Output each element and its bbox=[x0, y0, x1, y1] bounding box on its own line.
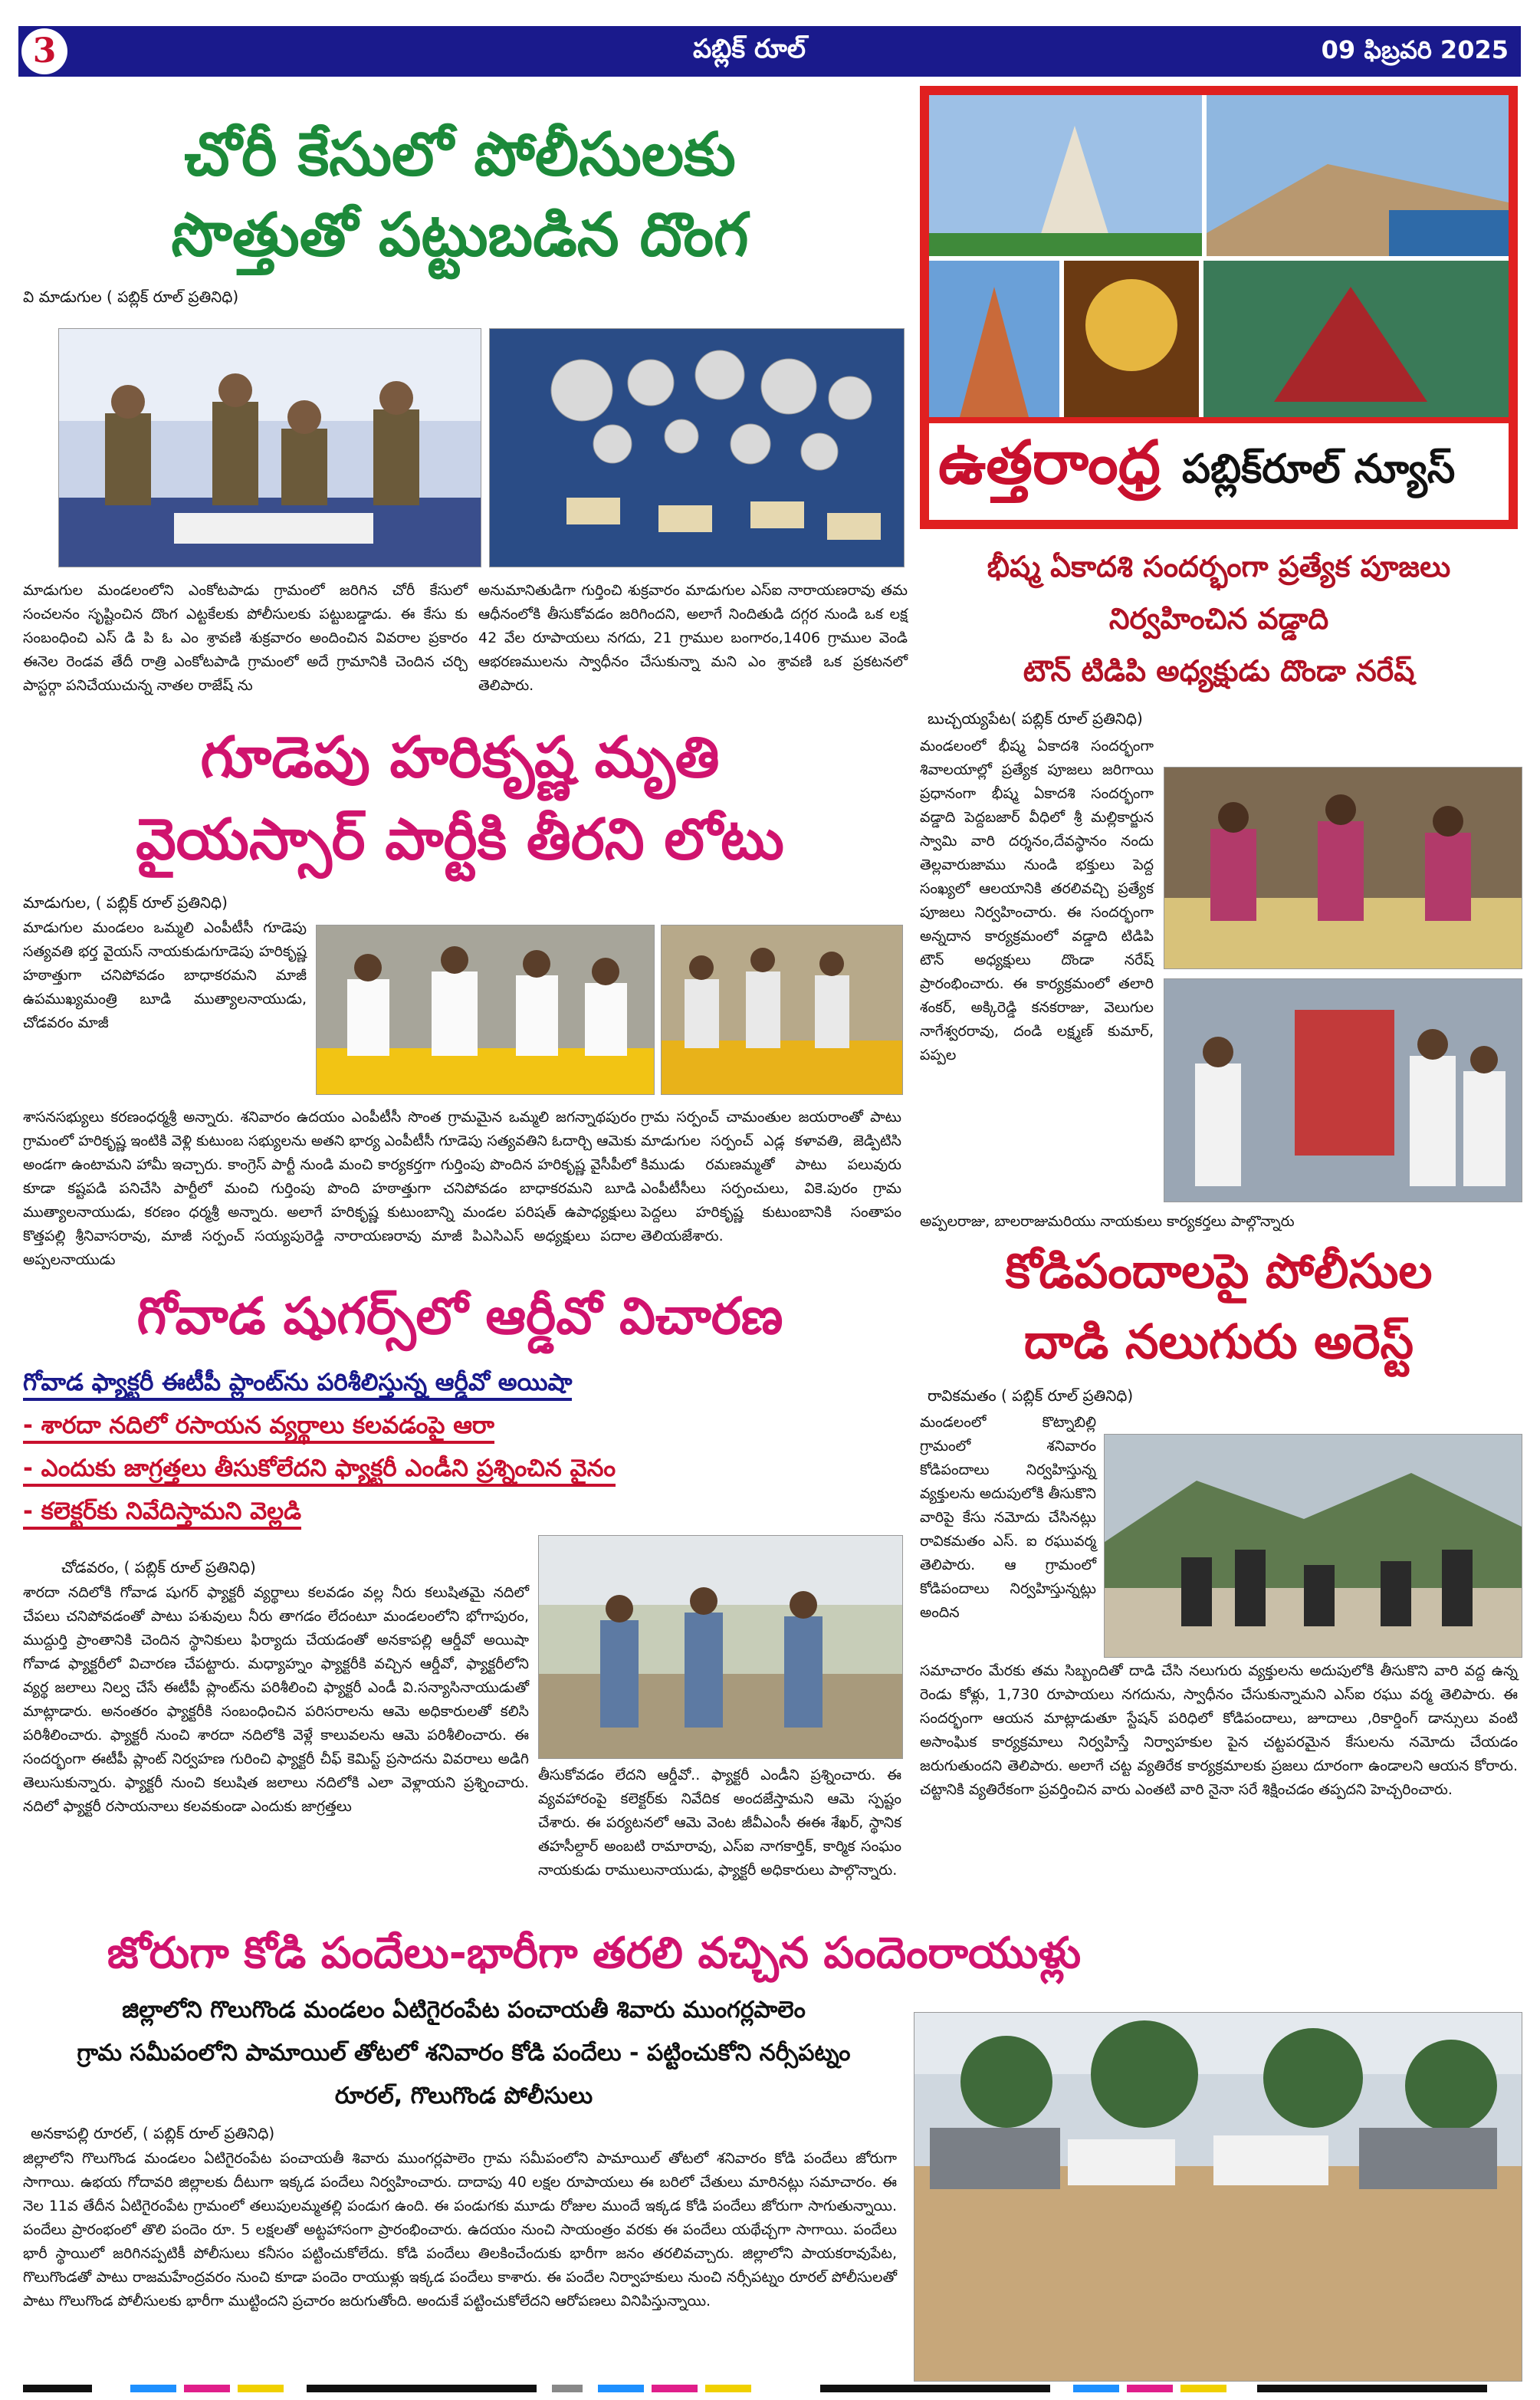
story1-col1: మాడుగుల మండలంలోని ఎంకోటపాడు గ్రామంలో జరిగిన చోరీ కేసులో సంచలనం సృష్టించిన దొంగ ఎట్టకేలకు పోలీసులకు పట్టుబడ్డాడు. ఈ కేసు కు సంబంధించి ఎస్ డి పి ఓ ఎం శ్రావణి శుక్రవారం అందించిన వివరాల ప్రకారం ఈనెల రెండవ తేదీ రాత్రి ఎంకోటపాడి గ్రామంలో అదే గ్రామానికి చెందిన చర్చి పాస్టర్గా పనిచేయుచున్న నాతల రాజేష్ ను bbox=[23, 582, 468, 694]
story3-subhead2-text: - శారదా నదిలో రసాయన వ్యర్థాలు కలవడంపై ఆరా bbox=[23, 1412, 494, 1444]
story5-headline-line1: భీష్మ ఏకాదశి సందర్భంగా ప్రత్యేక పూజలు bbox=[987, 550, 1451, 584]
colour-bar-black-3 bbox=[820, 2385, 1050, 2392]
story4-photo-cockfight-venue bbox=[914, 2012, 1522, 2382]
story4-deck-line1: జిల్లాలోని గొలుగొండ మండలం ఏటిగైరంపేట పంచాయతీ శివారు ముంగర్లపాలెం bbox=[122, 1997, 806, 2024]
story5-headline-line2: నిర్వహించిన వడ్డాది bbox=[1108, 602, 1329, 636]
story1-photo-police bbox=[58, 328, 481, 567]
colour-bar-black-1 bbox=[23, 2385, 92, 2392]
story4-byline: అనకాపల్లి రూరల్, ( పబ్లిక్ రూల్ ప్రతినిధి) bbox=[31, 2124, 275, 2142]
story2-headline bbox=[23, 717, 897, 882]
story2-headline-line2: వైయస్సార్ పార్టీకి తీరని లోటు bbox=[136, 807, 784, 873]
colour-bar-cyan-3 bbox=[1073, 2385, 1119, 2392]
story5-photo-puja bbox=[1164, 767, 1522, 969]
story2-side: గ్రామ సర్పంచ్ చామంతుల జయరాంతో పాటు మాడుగుల సర్పంచ్ ఎడ్ల కళావతి, జెడ్పిటిసి కిముడు రమణమ్మతో పాటు పలువురు ఎంపీటీసీలు సర్పంచులు, వికె.పురం గ్రామ పెద్దలు హరికృష్ణ కుటుంబానికి సంతాపం తెలియజేశారు. bbox=[641, 1109, 901, 1244]
colour-bar-magenta-3 bbox=[1127, 2385, 1173, 2392]
colour-bar-cyan-2 bbox=[598, 2385, 644, 2392]
issue-date: 09 ఫిబ్రవరి 2025 bbox=[1321, 35, 1509, 64]
story4-deck bbox=[23, 1989, 905, 2118]
story1-headline bbox=[23, 115, 897, 277]
story5-headline bbox=[920, 541, 1518, 697]
story6-full: సమాచారం మేరకు తమ సిబ్బందితో దాడి చేసి నలుగురు వ్యక్తులను అదుపులోకి తీసుకొని వారి వద్ద ఉన్న రెండు కోళ్లు, 1,730 రూపాయలు నగదును, స్వాధీనం చేసుకున్నామని ఎస్ఐ రఘు వర్మ తెలిపారు. ఈ సందర్భంగా ఆయన మాట్లాడుతూ స్టేషన్ పరిధిలో కోడిపందాలు, జూదాలు ,రికార్డింగ్ డాన్సులు వంటి అసాంఘిక కార్యక్రమాలు నిర్వహిస్తే నిర్వాహకుల పైన చట్టపరమైన కేసులను నమోదు చేయడం జరుగుతుందని తెలిపారు. అలాగే చట్ట వ్యతిరేక కార్యక్రమాలకు ప్రజలు దూరంగా ఉండాలని ఆయన కోరారు. చట్టానికి వ్యతిరేకంగా ప్రవర్తించిన వారు ఎంతటి వారి నైనా సరే శిక్షించడం తప్పదని హెచ్చరించారు. bbox=[920, 1662, 1518, 1798]
story5-main: మండలంలో భీష్మ ఏకాదశి సందర్భంగా శివాలయాల్లో ప్రత్యేక పూజలు జరిగాయి ప్రధానంగా భీష్మ ఏకాదశి సందర్భంగా వడ్డాది పెద్దబజార్ వీధిలో శ్రీ మల్లికార్జున స్వామి వారి దర్శనం,దేవస్థానం నందు తెల్లవారుజాము నుండి భక్తులు పెద్ద సంఖ్యలో ఆలయానికి తరలివచ్చి ప్రత్యేక పూజలు నిర్వహించారు. ఈ సందర్భంగా అన్నదాన కార్యక్రమంలో వడ్డాది టిడిపి టౌన్ అధ్యక్షులు దొండా నరేష్ ప్రారంభించారు. ఈ కార్యక్రమంలో తలారి శంకర్, అక్కిరెడ్డి కనకరాజు, వెలుగుల నాగేశ్వరరావు, దండి లక్ష్మణ్ కుమార్, పప్పల bbox=[920, 738, 1154, 1064]
story4-deck-line2: గ్రామ సమీపంలోని పామాయిల్ తోటలో శనివారం కోడి పందేలు - పట్టించుకోని నర్సీపట్నం bbox=[77, 2040, 851, 2066]
regional-collage bbox=[929, 95, 1509, 417]
story3-subhead1-text: గోవాడ ఫ్యాక్టరీ ఈటీపీ ప్లాంట్‌ను పరిశీలిస్తున్న ఆర్డీవో అయిషా bbox=[23, 1369, 572, 1401]
story1-headline-line1: చోరీ కేసులో పోలీసులకు bbox=[184, 120, 736, 189]
story6-photo-arrest bbox=[1104, 1434, 1522, 1658]
story1-byline: వి మాడుగుల ( పబ్లిక్ రూల్ ప్రతినిధి) bbox=[23, 288, 239, 306]
story3-main: శారదా నదిలోకి గోవాడ షుగర్ ఫ్యాక్టరీ వ్యర్థాలు కలవడం వల్ల నీరు కలుషితమై నదిలో చేపలు చనిపోవడంతో పాటు పశువులు నీరు తాగడం లేదంటూ మండలంలోని భోగాపురం, ముద్దుర్తి ప్రాంతానికి చెందిన స్థానికులు ఫిర్యాదు చేయడంతో అనకాపల్లి ఆర్డీవో అయిషా గోవాడ ఫ్యాక్టరీలో విచారణ చేపట్టారు. మధ్యాహ్నం ఫ్యాక్టరీకి వచ్చిన ఆర్డీవో, ఫ్యాక్టరీలోని వ్యర్థ జలాలు నిల్వ చేసే ఈటీపీ ప్లాంట్‌ను పరిశీలించి ఫ్యాక్టరీ ఎండీ వి.సన్యాసినాయుడుతో మాట్లాడారు. అనంతరం ఫ్యాక్టరీకి సంబంధించిన పరిసరాలను ఆమె అధికారులతో కలిసి పరిశీలించారు. ఫ్యాక్టరీ నుంచి శారదా నదిలోకి వెళ్లే కాలువలను ఆమె పరిశీలించారు. ఈ సందర్భంగా ఈటీపీ ప్లాంట్ నిర్వహణ గురించి ఫ్యాక్టరీ చీఫ్ కెమిస్ట్ ప్రసాదను వివరాలు అడిగి తెలుసుకున్నారు. ఫ్యాక్టరీ నుంచి కలుషిత జలాలు నదిలోకి ఎలా వెళ్లాయని ప్రశ్నించారు. నదిలో ఫ్యాక్టరీ రసాయనాలు కలవకుండా ఎందుకు జాగ్రత్తలు bbox=[23, 1584, 529, 1815]
story2-byline: మాడుగుల, ( పబ్లిక్ రూల్ ప్రతినిధి) bbox=[23, 893, 228, 912]
story2-intro: మాడుగుల మండలం ఒమ్మలి ఎంపీటీసీ గూడెపు సత్యవతి భర్త వైయస్ నాయకుడుగూడెపు హరికృష్ణ హఠాత్తుగా చనిపోవడం బాధాకరమని మాజీ ఉపముఖ్యమంత్రి బూడి ముత్యాలనాయుడు, చోడవరం మాజీ bbox=[23, 919, 307, 1031]
paper-name: పబ్లిక్ రూల్ bbox=[693, 34, 806, 64]
story2-photo-tribute bbox=[661, 925, 903, 1095]
story2-main: శాసనసభ్యులు కరణంధర్మశ్రీ అన్నారు. శనివారం ఉదయం ఎంపీటీసీ సొంత గ్రామమైన ఒమ్మలి జగన్నాథపురం గ్రామంలో హరికృష్ణ ఇంటికి వెళ్లి కుటుంబ సభ్యులను అతని భార్య ఎంపీటీసీ గూడెపు సత్యవతిని ఓదార్చి ఆమెకు అండగా ఉంటామని హామీ ఇచ్చారు. కాంగ్రెస్ పార్టీ నుండి మంచి కార్యకర్తగా గుర్తింపు పొందిన హరికృష్ణ వైసీపీలో కూడా కష్టపడి పనిచేసి పార్టీలో మంచి గుర్తింపు పొంది హఠాత్తుగా చనిపోవడం బాధాకరమని బూడి ముత్యాలనాయుడు, కరణం ధర్మశ్రీ అన్నారు. అలాగే హరికృష్ణ కుటుంబాన్ని మండల పరిషత్ ఉపాధ్యక్షులు కొత్తపల్లి శ్రీనివాసరావు, మాజీ సర్పంచ్ సయ్యపురెడ్డి నారాయణరావు మాజీ పిఎసిఎస్ అధ్యక్షులు పదాల అప్పలనాయుడు bbox=[23, 1109, 636, 1268]
story3-subhead4 bbox=[23, 1492, 301, 1530]
story6-headline-line2: దాడి నలుగురు అరెస్ట్ bbox=[1023, 1313, 1414, 1369]
colour-bar-grey-1 bbox=[552, 2385, 583, 2392]
story4-deck-line3: రూరల్, గొలుగొండ పోలీసులు bbox=[334, 2083, 593, 2109]
story3-subhead3 bbox=[23, 1449, 616, 1488]
story2-headline-line1: గూడెపు హరికృష్ణ మృతి bbox=[200, 725, 720, 791]
regional-banner bbox=[929, 423, 1509, 520]
colour-bar-magenta-1 bbox=[184, 2385, 230, 2392]
story6-headline bbox=[920, 1236, 1518, 1377]
story6-headline-line1: కోడిపందాలపై పోలీసుల bbox=[1005, 1243, 1433, 1299]
colour-bar-black-2 bbox=[307, 2385, 537, 2392]
masthead bbox=[18, 26, 1521, 77]
colour-bar-cyan-1 bbox=[130, 2385, 176, 2392]
colour-bar-magenta-2 bbox=[652, 2385, 698, 2392]
story5-headline-line3: టౌన్ టిడిపి అధ్యక్షుడు దొండా నరేష్ bbox=[1023, 654, 1415, 688]
story3-side: తీసుకోవడం లేదని ఆర్డీవో.. ఫ్యాక్టరీ ఎండీని ప్రశ్నించారు. ఈ వ్యవహారంపై కలెక్టర్‌కు నివేదిక అందజేస్తామని ఆమె స్పష్టం చేశారు. ఈ పర్యటనలో ఆమె వెంట జీవీఎంసీ ఈఈ శేఖర్, స్థానిక తహసీల్దార్ అంబటి రామారావు, ఎస్ఐ నాగకార్తిక్, కార్మిక సంఘం నాయకుడు రాములునాయుడు, ఫ్యాక్టరీ అధికారులు పాల్గొన్నారు. bbox=[538, 1767, 901, 1879]
story3-subhead1 bbox=[23, 1363, 572, 1402]
story5-byline: బుచ్చయ్యపేట( పబ్లిక్ రూల్ ప్రతినిధి) bbox=[928, 709, 1143, 728]
colour-bar-yellow-1 bbox=[238, 2385, 284, 2392]
story3-subhead3-text: - ఎందుకు జాగ్రత్తలు తీసుకోలేదని ఫ్యాక్టరీ ఎండీని ప్రశ్నించిన వైనం bbox=[23, 1455, 616, 1487]
story3-byline: చోడవరం, ( పబ్లిక్ రూల్ ప్రతినిధి) bbox=[61, 1558, 256, 1576]
story1-photo-seized-items bbox=[489, 328, 905, 567]
story6-main: మండలంలో కొట్నాబిల్లి గ్రామంలో శనివారం కోడిపందాలు నిర్వహిస్తున్న వ్యక్తులను అదుపులోకి తీసుకొని వారిపై కేసు నమోదు చేసినట్లు రావికమతం ఎస్. ఐ రఘువర్మ తెలిపారు. ఆ గ్రామంలో కోడిపందాలు నిర్వహిస్తున్నట్లు అందిన bbox=[920, 1414, 1096, 1621]
story4-headline: జోరుగా కోడి పందేలు-భారీగా తరలి వచ్చిన పందెంరాయుళ్లు bbox=[107, 1928, 1082, 1978]
story5-tail: అప్పలరాజు, బాలరాజుమరియు నాయకులు కార్యకర్తలు పాల్గొన్నారు bbox=[920, 1213, 1295, 1230]
colour-bar-yellow-2 bbox=[705, 2385, 751, 2392]
story2-photo-visit bbox=[316, 925, 655, 1095]
regional-news-ad bbox=[920, 86, 1518, 529]
regional-title: ఉత్తరాంధ్ర bbox=[938, 428, 1161, 498]
story1-headline-line2: సొత్తుతో పట్టుబడిన దొంగ bbox=[171, 201, 749, 271]
regional-subtitle: పబ్లిక్‌రూల్ న్యూస్ bbox=[1182, 446, 1456, 492]
story3-subhead2 bbox=[23, 1406, 494, 1445]
story3-photo-inspection bbox=[538, 1535, 903, 1759]
colour-bar-yellow-3 bbox=[1180, 2385, 1226, 2392]
story3-headline: గోవాడ షుగర్స్‌లో ఆర్డీవో విచారణ bbox=[136, 1287, 783, 1346]
colour-bar-black-4 bbox=[1257, 2385, 1487, 2392]
story3-subhead4-text: - కలెక్టర్‌కు నివేదిస్తామని వెల్లడి bbox=[23, 1498, 301, 1530]
story4-main: జిల్లాలోని గొలుగొండ మండలం ఏటిగైరంపేట పంచాయతీ శివారు ముంగర్లపాలెం గ్రామ సమీపంలోని పామాయిల్ తోటలో శనివారం కోడి పందేలు జోరుగా సాగాయి. ఉభయ గోదావరి జిల్లాలకు దీటుగా ఇక్కడ పందేలు నిర్వహించారు. దాదాపు 40 లక్షల రూపాయలు ఈ బరిలో చేతులు మారినట్లు సమాచారం. ఈ నెల 11వ తేదీన ఏటిగైరంపేట గ్రామంలో తలుపులమ్మతల్లి పండుగ ఉంది. ఈ పండుగకు మూడు రోజుల ముందే ఇక్కడ కోడి పందేలు జోరుగా సాగుతున్నాయి. పందేలు ప్రారంభంలో తొలి పందెం రూ. 5 లక్షలతో అట్టహాసంగా ప్రారంభించారు. ఉదయం నుంచి సాయంత్రం వరకు ఈ పందేలు యథేచ్చగా సాగాయి. పందేలు భారీ స్థాయిలో జరిగినప్పటికీ పోలీసులు కనీసం పట్టించుకోలేదు. కోడి పందేలు తిలకించేందుకు భారీగా జనం తరలివచ్చారు. జిల్లాలోని పాయకరావుపేట, గొలుగొండతో పాటు రాజమహేంద్రవరం నుంచి కూడా పందెం రాయుళ్లు ఇక్కడ పందేలు కాశారు. ఈ పందేల నిర్వాహకులు నుంచి నర్సీపట్నం రూరల్ పోలీసులతో పాటు గొలుగొండ పోలీసులకు భారీగా ముట్టిందని ప్రచారం జరుగుతోంది. అందుకే పట్టించుకోలేదని ఆరోపణలు వినిపిస్తున్నాయి. bbox=[23, 2150, 897, 2310]
story5-photo-annadanam bbox=[1164, 978, 1522, 1202]
page-number: 3 bbox=[21, 28, 67, 74]
story6-byline: రావికమతం ( పబ్లిక్ రూల్ ప్రతినిధి) bbox=[928, 1386, 1134, 1405]
story1-col2: అనుమానితుడిగా గుర్తించి శుక్రవారం మాడుగుల ఎస్ఐ నారాయణరావు తమ ఆధీనంలోకి తీసుకోవడం జరిగిందని, అలాగే నిందితుడి దగ్గర నుండి ఒక లక్ష 42 వేల రూపాయలు నగదు, 21 గ్రాముల బంగారం,1406 గ్రాముల వెండి ఆభరణములను స్వాధీనం చేసుకున్నా మని ఎం శ్రావణి ఒక ప్రకటనలో తెలిపారు. bbox=[478, 582, 908, 694]
